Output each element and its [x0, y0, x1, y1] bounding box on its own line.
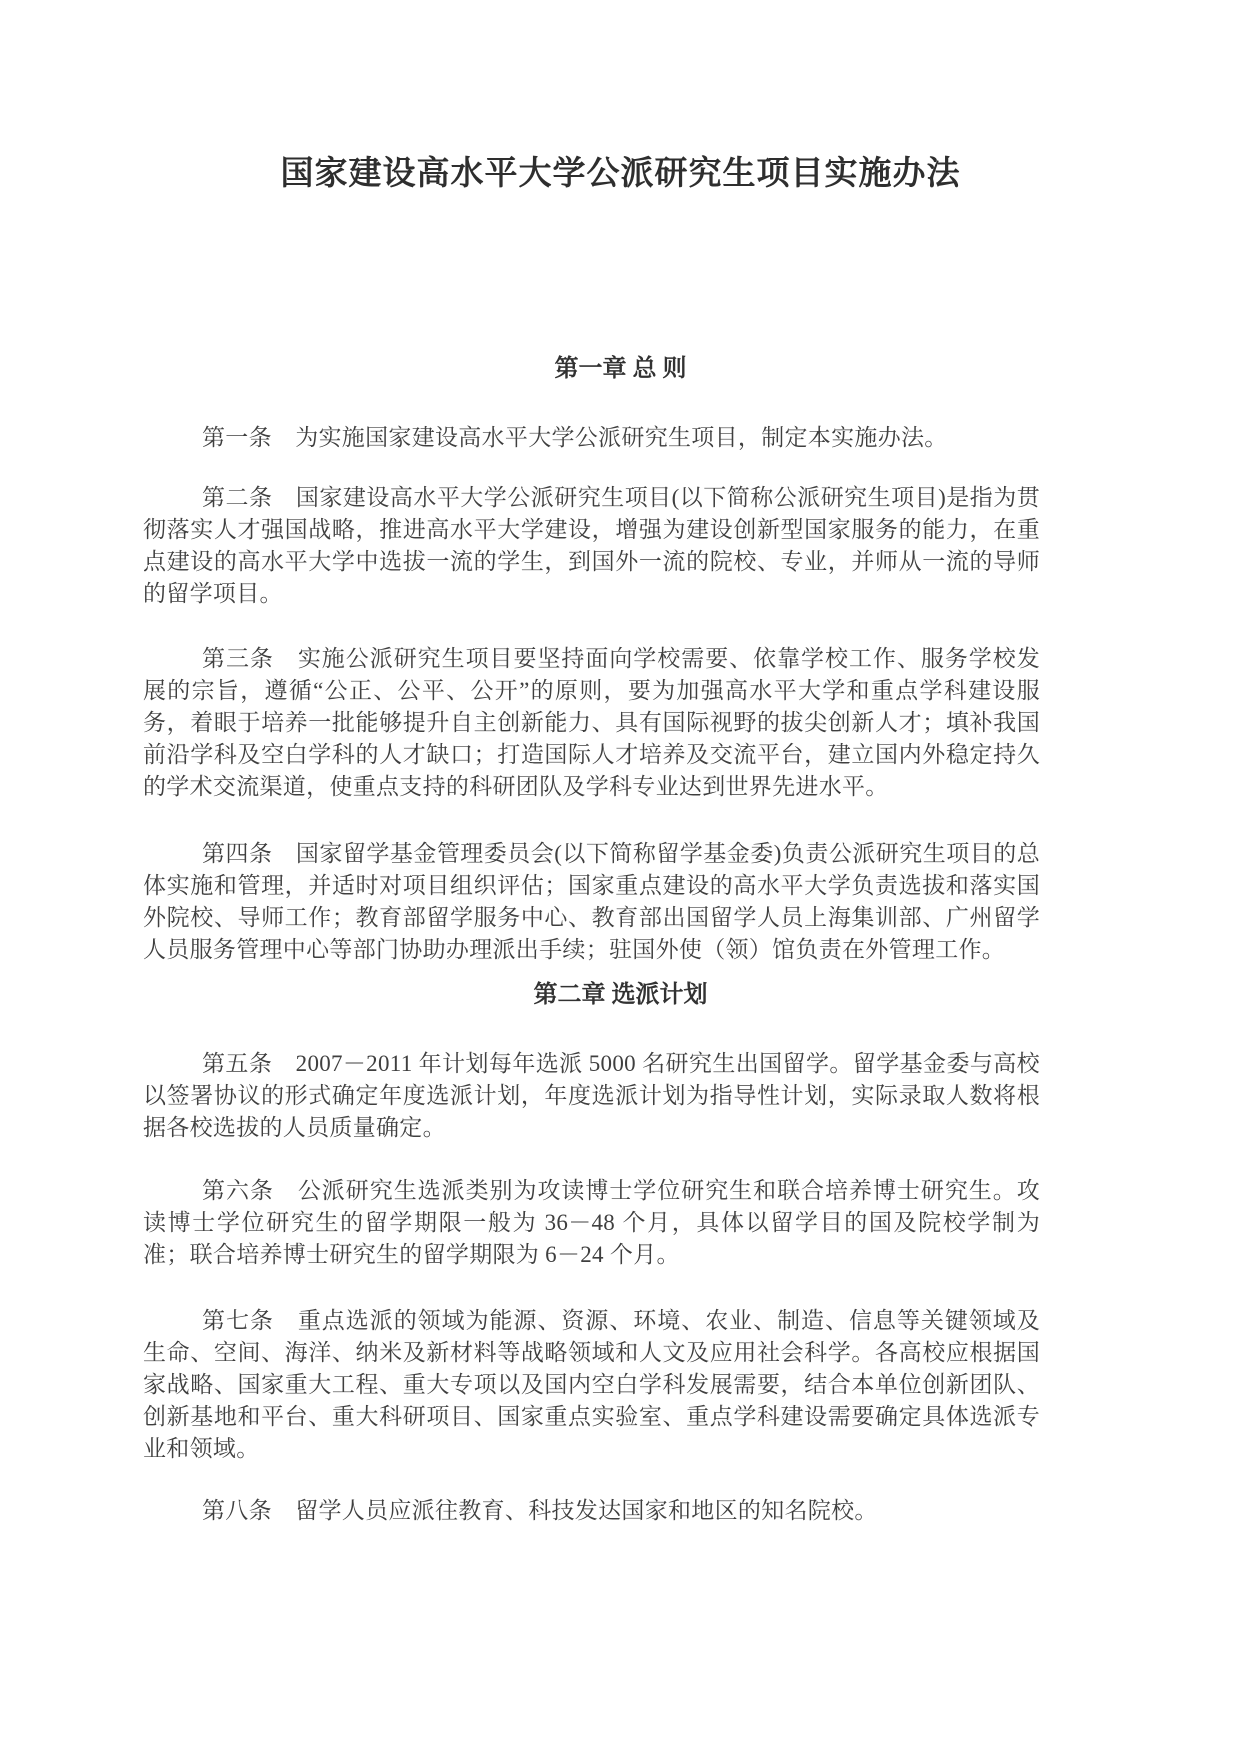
article-4-paragraph: 第四条 国家留学基金管理委员会(以下简称留学基金委)负责公派研究生项目的总体实施和管理，并适时对项目组织评估；国家重点建设的高水平大学负责选拔和落实国外院校、导师工作；教育部留学服务中心、教育部出国留学人员上海集训部、广州留学人员服务管理中心等部门协助办理派出手续；驻国外使（领）馆负责在外管理工作。 — [143, 841, 1040, 962]
chapter-1-heading: 第一章 总 则 — [554, 356, 687, 382]
article-2-paragraph: 第二条 国家建设高水平大学公派研究生项目(以下简称公派研究生项目)是指为贯彻落实人才强国战略，推进高水平大学建设，增强为建设创新型国家服务的能力，在重点建设的高水平大学中选拔一流的学生，到国外一流的院校、专业，并师从一流的导师的留学项目。 — [143, 485, 1040, 606]
article-6-paragraph: 第六条 公派研究生选派类别为攻读博士学位研究生和联合培养博士研究生。攻读博士学位研究生的留学期限一般为 36－48 个月，具体以留学目的国及院校学制为准；联合培养博士研究生的留学期限为 6－24 个月。 — [143, 1178, 1040, 1267]
article-3-paragraph: 第三条 实施公派研究生项目要坚持面向学校需要、依靠学校工作、服务学校发展的宗旨，遵循“公正、公平、公开”的原则，要为加强高水平大学和重点学科建设服务，着眼于培养一批能够提升自主创新能力、具有国际视野的拔尖创新人才；填补我国前沿学科及空白学科的人才缺口；打造国际人才培养及交流平台，建立国内外稳定持久的学术交流渠道，使重点支持的科研团队及学科专业达到世界先进水平。 — [143, 646, 1040, 799]
document-title: 国家建设高水平大学公派研究生项目实施办法 — [280, 156, 961, 192]
chapter-2-heading: 第二章 选派计划 — [533, 982, 708, 1008]
article-8-paragraph: 第八条 留学人员应派往教育、科技发达国家和地区的知名院校。 — [202, 1498, 878, 1523]
article-5-paragraph: 第五条 2007－2011 年计划每年选派 5000 名研究生出国留学。留学基金委与高校以签署协议的形式确定年度选派计划，年度选派计划为指导性计划，实际录取人数将根据各校选拔的人员质量确定。 — [143, 1051, 1040, 1140]
article-1-paragraph: 第一条 为实施国家建设高水平大学公派研究生项目，制定本实施办法。 — [202, 425, 948, 450]
article-7-paragraph: 第七条 重点选派的领域为能源、资源、环境、农业、制造、信息等关键领域及生命、空间、海洋、纳米及新材料等战略领域和人文及应用社会科学。各高校应根据国家战略、国家重大工程、重大专项以及国内空白学科发展需要，结合本单位创新团队、创新基地和平台、重大科研项目、国家重点实验室、重点学科建设需要确定具体选派专业和领域。 — [143, 1308, 1040, 1461]
